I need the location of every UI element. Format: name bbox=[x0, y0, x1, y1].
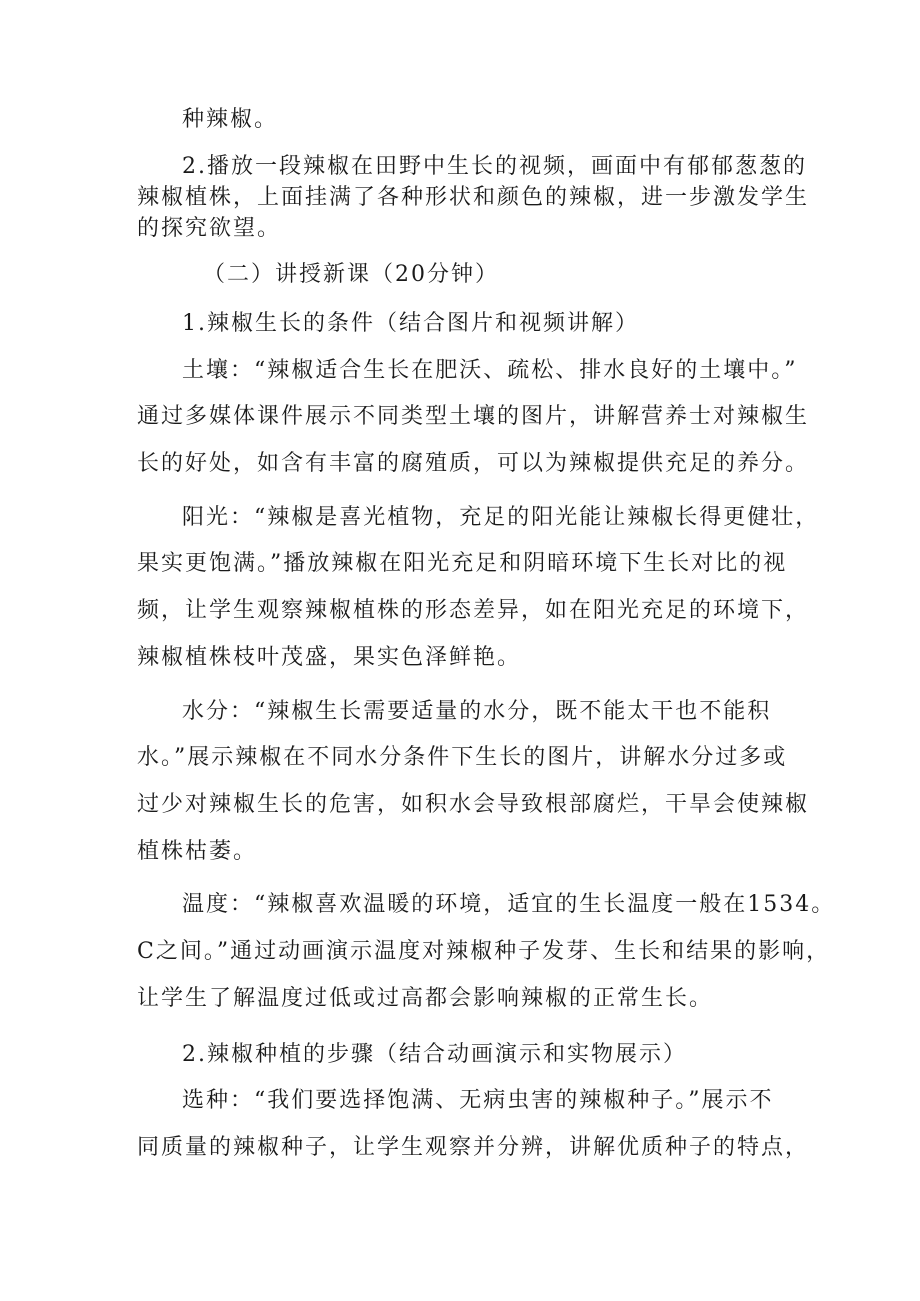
text-line: 植株枯萎。 bbox=[137, 839, 258, 864]
subsection-heading: 2.辣椒种植的步骤（结合动画演示和实物展示） bbox=[182, 1042, 687, 1067]
text-line: 让学生了解温度过低或过高都会影响辣椒的正常生长。 bbox=[137, 986, 714, 1011]
text-line: 水分：“辣椒生长需要适量的水分，既不能太干也不能积 bbox=[182, 699, 772, 724]
text-line: 通过多媒体课件展示不同类型土壤的图片，讲解营养士对辣椒生 bbox=[137, 404, 810, 429]
text-line: 辣椒植株，上面挂满了各种形状和颜色的辣椒，进一步激发学生 bbox=[137, 185, 810, 210]
text-line: 辣椒植株枝叶茂盛，果实色泽鲜艳。 bbox=[137, 645, 522, 670]
text-line: 种辣椒。 bbox=[182, 107, 279, 132]
text-line: C之间。”通过动画演示温度对辣椒种子发芽、生长和结果的影响， bbox=[137, 939, 831, 964]
text-line: 水。”展示辣椒在不同水分条件下生长的图片，讲解水分过多或 bbox=[137, 745, 788, 770]
text-line: 果实更饱满。”播放辣椒在阳光充足和阴暗环境下生长对比的视 bbox=[137, 551, 788, 576]
text-line: 选种：“我们要选择饱满、无病虫害的辣椒种子。”展示不 bbox=[182, 1088, 774, 1113]
text-line: 的探究欲望。 bbox=[137, 216, 282, 241]
text-line: 2.播放一段辣椒在田野中生长的视频，画面中有郁郁葱葱的 bbox=[182, 154, 807, 179]
subsection-heading: 1.辣椒生长的条件（结合图片和视频讲解） bbox=[182, 311, 639, 336]
text-line: 土壤：“辣椒适合生长在肥沃、疏松、排水良好的土壤中。” bbox=[182, 358, 798, 383]
text-line: 温度：“辣椒喜欢温暖的环境，适宜的生长温度一般在1534。 bbox=[182, 892, 836, 917]
text-line: 同质量的辣椒种子，让学生观察并分辨，讲解优质种子的特点， bbox=[137, 1135, 810, 1160]
text-line: 长的好处，如含有丰富的腐殖质，可以为辣椒提供充足的养分。 bbox=[137, 451, 810, 476]
text-line: 频，让学生观察辣椒植株的形态差异，如在阳光充足的环境下， bbox=[137, 598, 810, 623]
text-line: 过少对辣椒生长的危害，如积水会导致根部腐烂，干旱会使辣椒 bbox=[137, 792, 810, 817]
text-line: 阳光：“辣椒是喜光植物，充足的阳光能让辣椒长得更健壮， bbox=[182, 505, 820, 530]
section-heading: （二）讲授新课（20分钟） bbox=[203, 262, 499, 287]
